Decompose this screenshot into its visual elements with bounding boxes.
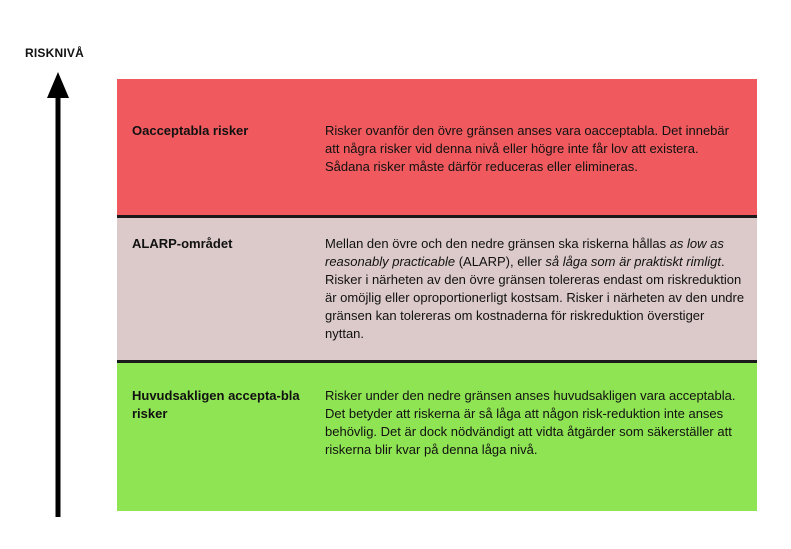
- alarp-desc-italic1: as low as reasonably practicable: [325, 236, 724, 269]
- zone-acceptable-description: Risker under den nedre gränsen anses huvudsakligen vara acceptabla. Det betyder att riskerna är så låga att någon risk-reduktion inte anses behövlig. Det är dock nödvändigt att vidta åtgärder som säkerställer att riskerna blir kvar på denna låga nivå.: [325, 388, 736, 457]
- zone-acceptable-title: Huvudsakligen accepta-bla risker: [132, 388, 300, 421]
- alarp-desc-part1: Mellan den övre och den nedre gränsen ska riskerna hållas: [325, 236, 670, 251]
- alarp-desc-part2: (ALARP), eller: [455, 254, 546, 269]
- zone-alarp: [117, 218, 757, 360]
- arrow-shaft: [56, 94, 61, 517]
- zone-unacceptable-description: Risker ovanför den övre gränsen anses vara oacceptabla. Det innebär att några risker vid denna nivå eller högre inte får lov att existera. Sådana risker måste därför reduceras eller elimineras.: [325, 123, 729, 174]
- risk-zones-diagram: [117, 79, 757, 511]
- zone-unacceptable: [117, 79, 757, 215]
- alarp-desc-italic2: så låga som är praktiskt rimligt: [545, 254, 721, 269]
- risk-level-arrow: [46, 72, 70, 517]
- zone-acceptable: [117, 363, 757, 511]
- zone-alarp-title: ALARP-området: [132, 236, 233, 251]
- alarp-desc-part3: . Risker i närheten av den övre gränsen tolereras endast om riskreduktion är omöjlig eller oproportionerligt kostsam. Risker i närheten av den undre gränsen kan tolereras om kostnaderna för riskreduktion överstiger nyttan.: [325, 254, 745, 341]
- risk-level-axis-label: RISKNIVÅ: [25, 46, 84, 60]
- zone-unacceptable-title: Oacceptabla risker: [132, 123, 249, 138]
- zone-alarp-description: [325, 235, 745, 343]
